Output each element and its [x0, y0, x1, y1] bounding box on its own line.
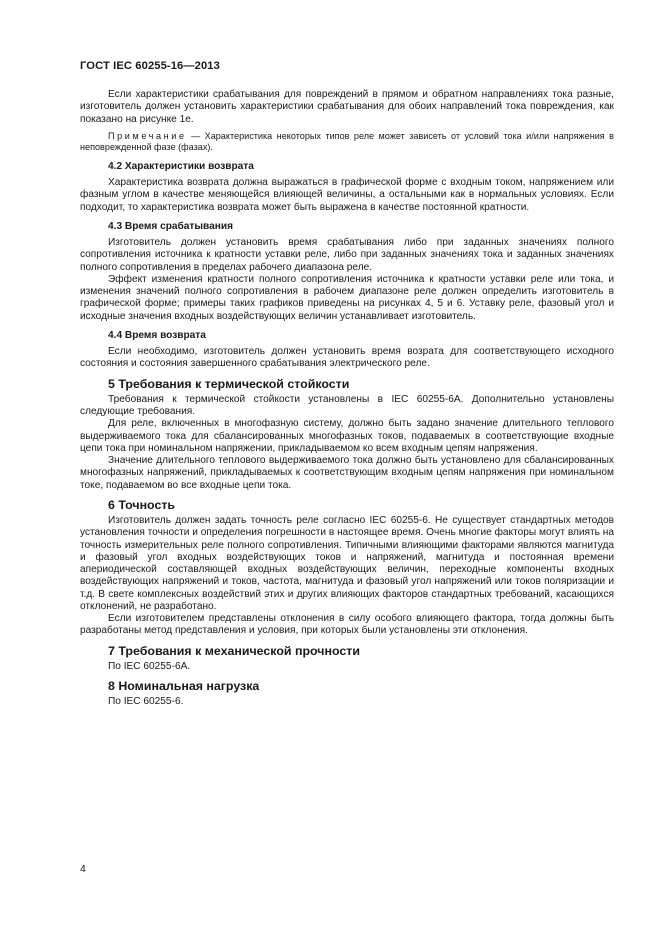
- paragraph: Изготовитель должен установить время срабатывания либо при заданных значениях полного сопротивления источника к кратности уставки реле, либо при заданных значениях тока и заданных значениях полного сопротивления в пределах рабочего диапазона реле.: [80, 237, 614, 273]
- document-body: [80, 89, 614, 709]
- note-label: Примечание: [108, 130, 187, 141]
- paragraph: Требования к термической стойкости установлены в IEC 60255-6А. Дополнительно установлены следующие требования.: [80, 393, 614, 418]
- section-heading-4-3: 4.3 Время срабатывания: [108, 220, 233, 232]
- paragraph: Характеристика возврата должна выражаться в графической форме с входным током, напряжением или фазным углом в качестве меняющейся влияющей величины, а остальными как в нормальных условиях. Если подходит, то характеристика возврата может быть выражена в качестве постоянной кратности.: [80, 177, 614, 213]
- section-heading-7: 7 Требования к механической прочности: [108, 643, 360, 658]
- section-heading-4-4: 4.4 Время возврата: [108, 329, 206, 341]
- paragraph: Значение длительного теплового выдерживаемого тока должно быть установлено для сбалансированных многофазных напряжений, прикладываемых к соответствующим входным цепям напряжения при номинальном токе, подаваемом во все входные цепи тока.: [80, 455, 614, 491]
- section-heading-4-2: 4.2 Характеристики возврата: [108, 160, 254, 172]
- paragraph: Если изготовителем представлены отклонения в силу особого влияющего фактора, тогда должны быть разработаны метод представления и условия, при которых были установлены эти отклонения.: [80, 613, 614, 637]
- paragraph: По IEC 60255-6А.: [108, 660, 191, 672]
- paragraph: Если характеристики срабатывания для повреждений в прямом и обратном направлениях тока разные, изготовитель должен установить характеристики срабатывания для обоих направлений тока повреждения, как показано на рисунке 1е.: [80, 89, 614, 125]
- paragraph: Для реле, включенных в многофазную систему, должно быть задано значение длительного теплового выдерживаемого тока для сбалансированных многофазных токов, подаваемых в соответствующие входные цепи тока при номинальном напряжении, прикладываемом ко всем входным цепям напряжения.: [80, 418, 614, 454]
- page-number: 4: [80, 863, 86, 875]
- note: [80, 131, 614, 154]
- document-header: ГОСТ IEC 60255-16—2013: [80, 60, 220, 72]
- note-text: — Характеристика некоторых типов реле может зависеть от условий тока и/или напряжения в неповрежденной фазе (фазах).: [80, 130, 614, 153]
- paragraph: Если необходимо, изготовитель должен установить время возрата для соответствующего исходного состояния и состояния завершенного срабатывания электрического реле.: [80, 346, 614, 370]
- paragraph: Эффект изменения кратности полного сопротивления источника к кратности уставки реле или тока, и изменения значений полного сопротивления в рабочем диапазоне реле должен определить изготовитель в графической форме; примеры таких графиков приведены на рисунках 4, 5 и 6. Уставку реле, фазовый угол и исходные значения входных воздействующих величин устанавливает изготовитель.: [80, 273, 614, 322]
- section-heading-8: 8 Номинальная нагрузка: [108, 679, 260, 694]
- paragraph: По IEC 60255-6.: [108, 696, 184, 708]
- section-heading-6: 6 Точность: [108, 497, 176, 512]
- paragraph: Изготовитель должен задать точность реле согласно IEC 60255-6. Не существует стандартных методов установления точности и определения погрешности в настоящее время. Очень многие факторы могут влиять на точность измерительных реле полного сопротивления. Типичными влияющими факторами являются магнитуда и фазовый угол входных воздействующих токов и напряжений, магнитуда и постоянная времени апериодической составляющей входных воздействующих величин, переходные компоненты входных воздействующих напряжений и токов, частота, магнитуда и фазовый угол напряжений или токов поляризации и т.д. В свете комплексных воздействий этих и других влияющих факторов стандартных требований, касающихся отклонений, не разработано.: [80, 515, 614, 612]
- section-heading-5: 5 Требования к термической стойкости: [108, 376, 350, 391]
